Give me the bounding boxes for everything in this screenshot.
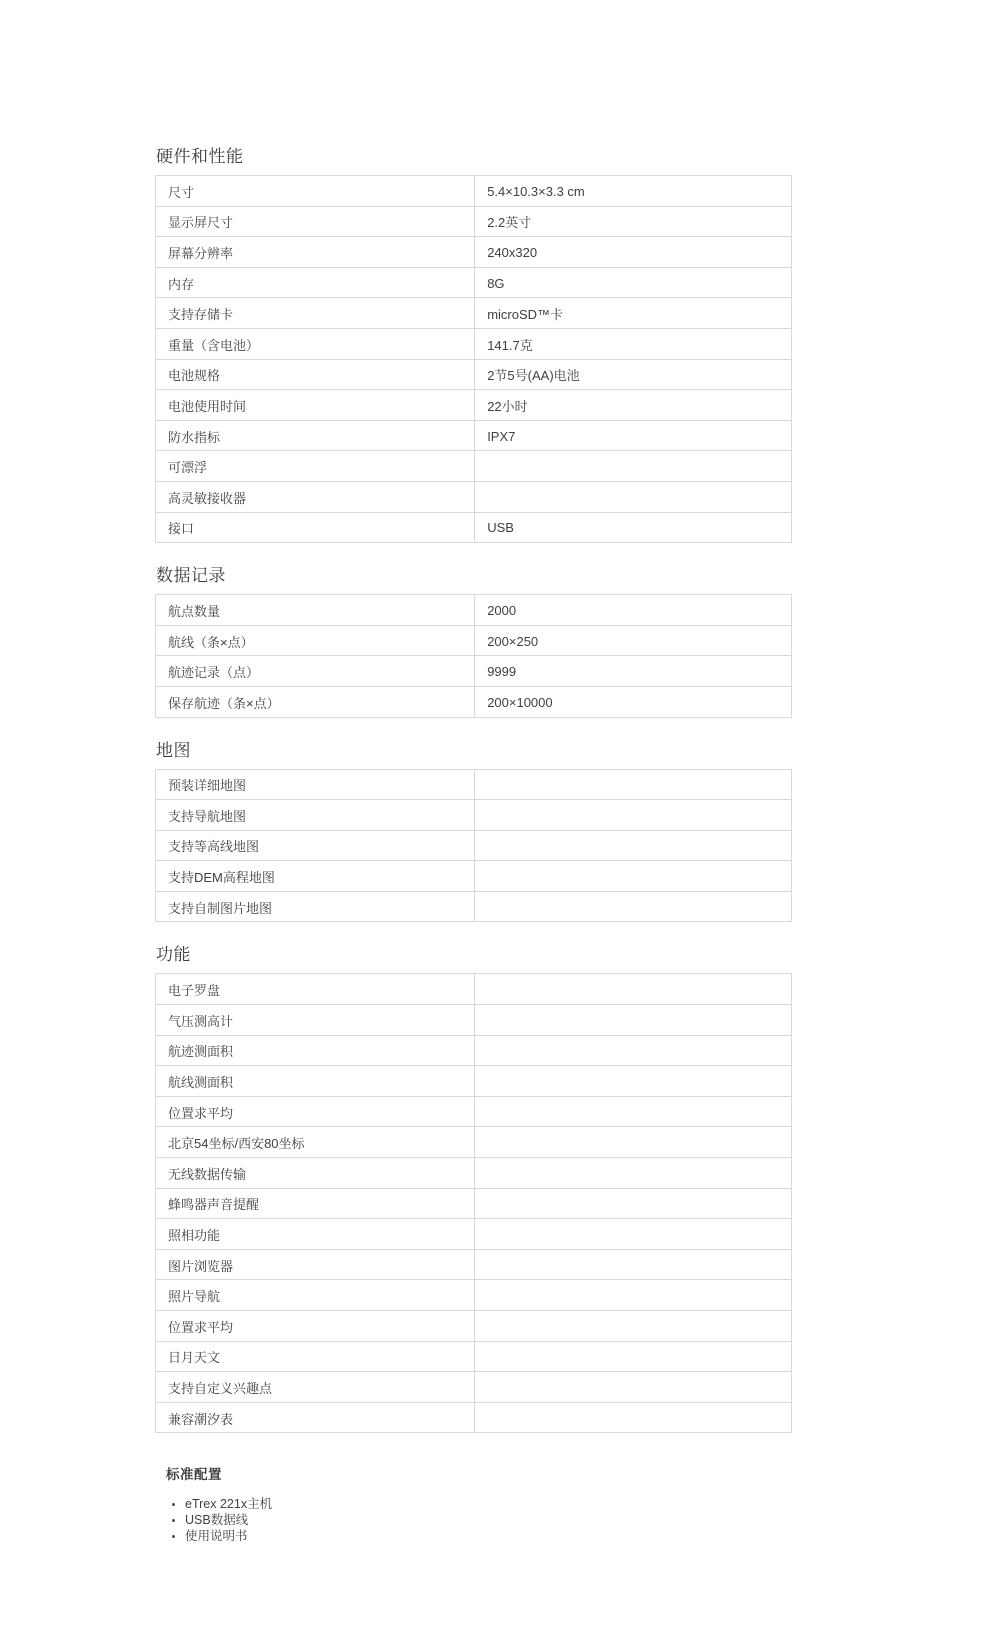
table-row: [156, 1096, 792, 1127]
spec-label: 航点数量: [156, 595, 475, 626]
table-row: [156, 595, 792, 626]
table-row: [156, 328, 792, 359]
standard-config-title: 标准配置: [166, 1467, 222, 1483]
table-row: [156, 625, 792, 656]
table-row: [156, 974, 792, 1005]
spec-value: [475, 1372, 792, 1403]
spec-label: 接口: [156, 512, 475, 543]
spec-value: [475, 974, 792, 1005]
spec-label: 支持导航地图: [156, 800, 475, 831]
spec-value: [475, 1005, 792, 1036]
spec-value: 22小时: [475, 390, 792, 421]
table-row: [156, 176, 792, 207]
spec-value: 2000: [475, 595, 792, 626]
spec-value: [475, 1341, 792, 1372]
spec-value: [475, 1127, 792, 1158]
standard-config-list: [166, 1496, 792, 1544]
spec-label: 日月天文: [156, 1341, 475, 1372]
table-row: [156, 1066, 792, 1097]
spec-label: 防水指标: [156, 420, 475, 451]
table-row: [156, 686, 792, 717]
table-row: [156, 420, 792, 451]
spec-label: 位置求平均: [156, 1096, 475, 1127]
spec-label: 高灵敏接收器: [156, 481, 475, 512]
spec-value: [475, 1219, 792, 1250]
spec-value: [475, 1158, 792, 1189]
table-row: [156, 1035, 792, 1066]
table-row: [156, 1402, 792, 1433]
spec-section: [155, 740, 792, 923]
list-item: • 使用说明书: [185, 1528, 792, 1544]
spec-label: 图片浏览器: [156, 1249, 475, 1280]
table-row: [156, 298, 792, 329]
spec-label: 气压测高计: [156, 1005, 475, 1036]
spec-section: [155, 944, 792, 1433]
spec-label: 兼容潮汐表: [156, 1402, 475, 1433]
table-row: [156, 830, 792, 861]
spec-label: 支持DEM高程地图: [156, 861, 475, 892]
spec-label: 支持自定义兴趣点: [156, 1372, 475, 1403]
spec-label: 显示屏尺寸: [156, 206, 475, 237]
table-row: [156, 769, 792, 800]
spec-table: [155, 769, 792, 923]
spec-value: [475, 1280, 792, 1311]
spec-label: 位置求平均: [156, 1311, 475, 1342]
table-row: [156, 359, 792, 390]
spec-label: 支持等高线地图: [156, 830, 475, 861]
spec-label: 预装详细地图: [156, 769, 475, 800]
spec-value: 200×10000: [475, 686, 792, 717]
spec-value: [475, 1402, 792, 1433]
spec-label: 可漂浮: [156, 451, 475, 482]
table-row: [156, 800, 792, 831]
spec-label: 北京54坐标/西安80坐标: [156, 1127, 475, 1158]
table-row: [156, 1127, 792, 1158]
table-row: [156, 206, 792, 237]
spec-value: [475, 800, 792, 831]
spec-value: [475, 861, 792, 892]
spec-value: USB: [475, 512, 792, 543]
spec-section: [155, 146, 792, 543]
spec-label: 电池使用时间: [156, 390, 475, 421]
spec-label: 保存航迹（条×点）: [156, 686, 475, 717]
standard-config: [166, 1466, 792, 1544]
spec-value: [475, 1066, 792, 1097]
spec-label: 尺寸: [156, 176, 475, 207]
section-title: 功能: [156, 945, 191, 965]
spec-value: [475, 1188, 792, 1219]
list-item: • USB数据线: [185, 1512, 792, 1528]
spec-label: 电池规格: [156, 359, 475, 390]
spec-value: microSD™卡: [475, 298, 792, 329]
spec-label: 照片导航: [156, 1280, 475, 1311]
table-row: [156, 390, 792, 421]
spec-label: 支持存储卡: [156, 298, 475, 329]
spec-label: 航迹测面积: [156, 1035, 475, 1066]
spec-value: [475, 769, 792, 800]
section-title: 地图: [156, 740, 191, 760]
spec-table: [155, 175, 792, 543]
spec-label: 航迹记录（点）: [156, 656, 475, 687]
spec-value: 2节5号(AA)电池: [475, 359, 792, 390]
spec-content: [155, 0, 792, 1544]
spec-value: [475, 1311, 792, 1342]
spec-value: [475, 830, 792, 861]
table-row: [156, 481, 792, 512]
spec-label: 电子罗盘: [156, 974, 475, 1005]
spec-section: [155, 565, 792, 717]
spec-table: [155, 594, 792, 717]
table-row: [156, 1005, 792, 1036]
list-item: • eTrex 221x主机: [185, 1496, 792, 1512]
spec-value: 5.4×10.3×3.3 cm: [475, 176, 792, 207]
spec-value: 240x320: [475, 237, 792, 268]
spec-value: 200×250: [475, 625, 792, 656]
spec-value: 9999: [475, 656, 792, 687]
spec-label: 蜂鸣器声音提醒: [156, 1188, 475, 1219]
spec-label: 照相功能: [156, 1219, 475, 1250]
table-row: [156, 1158, 792, 1189]
table-row: [156, 267, 792, 298]
table-row: [156, 1341, 792, 1372]
spec-value: IPX7: [475, 420, 792, 451]
spec-value: [475, 451, 792, 482]
spec-label: 航线测面积: [156, 1066, 475, 1097]
table-row: [156, 1249, 792, 1280]
spec-value: [475, 891, 792, 922]
table-row: [156, 512, 792, 543]
spec-value: [475, 1249, 792, 1280]
spec-value: 8G: [475, 267, 792, 298]
spec-value: [475, 481, 792, 512]
table-row: [156, 237, 792, 268]
spec-label: 航线（条×点）: [156, 625, 475, 656]
table-row: [156, 656, 792, 687]
spec-label: 无线数据传输: [156, 1158, 475, 1189]
spec-label: 重量（含电池）: [156, 328, 475, 359]
spec-value: [475, 1035, 792, 1066]
table-row: [156, 451, 792, 482]
spec-label: 屏幕分辨率: [156, 237, 475, 268]
table-row: [156, 1188, 792, 1219]
table-row: [156, 861, 792, 892]
spec-table: [155, 973, 792, 1433]
table-row: [156, 1280, 792, 1311]
table-row: [156, 1311, 792, 1342]
spec-label: 内存: [156, 267, 475, 298]
spec-value: 2.2英寸: [475, 206, 792, 237]
spec-value: 141.7克: [475, 328, 792, 359]
table-row: [156, 1372, 792, 1403]
spec-value: [475, 1096, 792, 1127]
section-title: 数据记录: [156, 566, 226, 586]
table-row: [156, 891, 792, 922]
spec-label: 支持自制图片地图: [156, 891, 475, 922]
table-row: [156, 1219, 792, 1250]
section-title: 硬件和性能: [156, 147, 244, 166]
